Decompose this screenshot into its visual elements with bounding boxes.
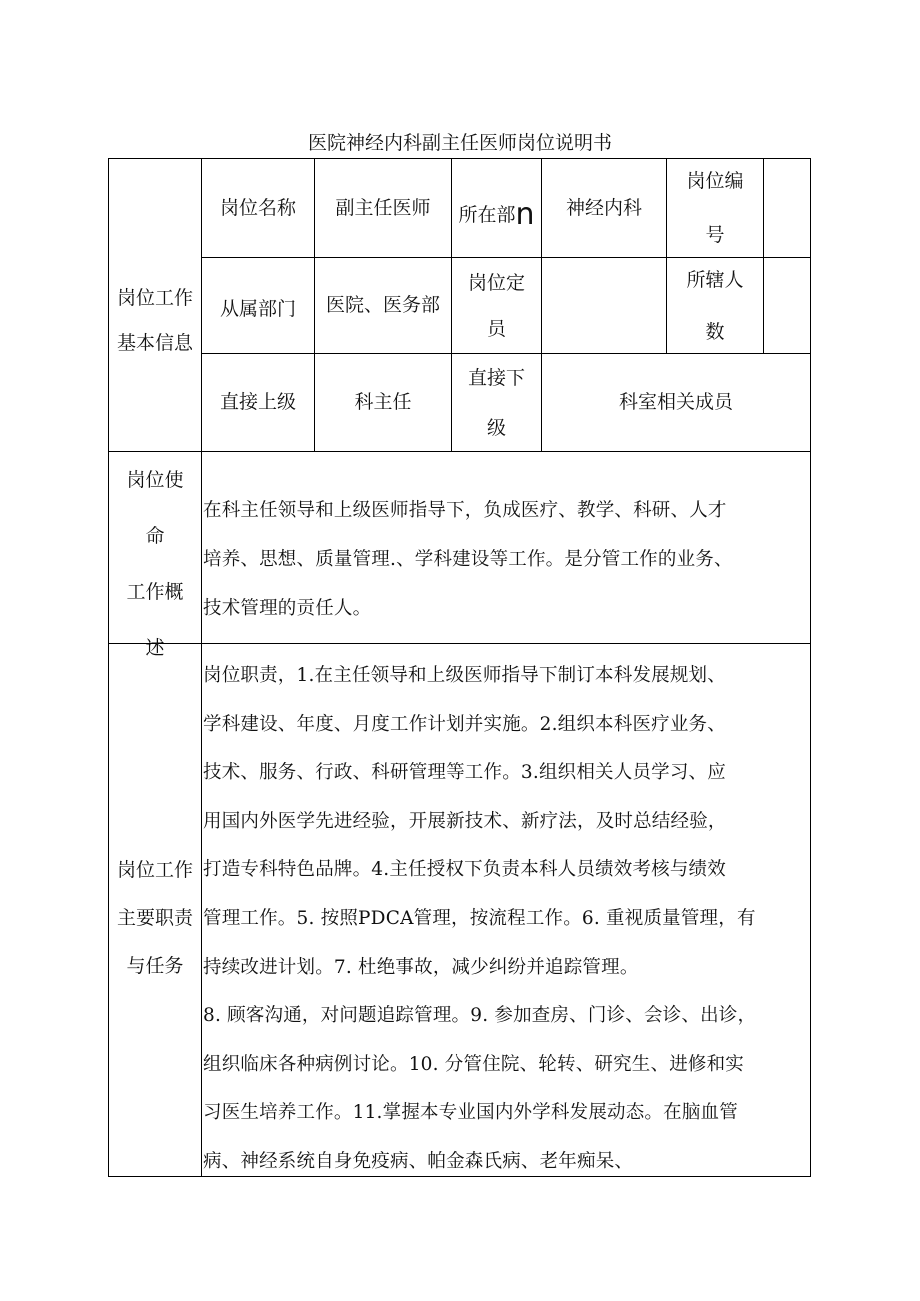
subordinate-count-value <box>764 258 810 353</box>
document-title: 医院神经内科副主任医师岗位说明书 <box>307 132 612 154</box>
section-label-line: 基本信息 <box>116 332 193 354</box>
department-value: 神经内科 <box>565 196 642 219</box>
department-label-glyph: n <box>515 197 535 232</box>
duties-label-line: 主要职责 <box>116 907 193 929</box>
mission-label-line: 命 <box>145 525 165 547</box>
duties-label-line: 与任务 <box>126 955 184 977</box>
direct-superior-label: 直接上级 <box>219 391 296 414</box>
mission-label-line: 工作概 <box>126 581 184 603</box>
duties-text-line: 岗位职责，1.在主任领导和上级医师指导下制订本科发展规划、 <box>203 665 726 686</box>
section-divider <box>108 643 811 644</box>
department-label <box>452 159 541 271</box>
direct-superior-value: 科主任 <box>354 391 412 414</box>
duties-text-line: 打造专科特色品牌。4.主任授权下负责本科人员绩效考核与绩效 <box>203 859 726 881</box>
mission-text-line: 技术管理的贡任人。 <box>203 598 372 619</box>
duties-text-line: 管理工作。5. 按照PDCA管理，按流程工作。6. 重视质量管理，有 <box>203 907 756 929</box>
staff-quota-label <box>452 258 541 353</box>
mission-label-line: 岗位使 <box>126 469 184 491</box>
staff-quota-value <box>542 258 666 353</box>
subordinate-count-label-line: 所辖人 <box>686 268 744 291</box>
mission-text-line: 培养、思想、质量管理.、学科建设等工作。是分管工作的业务、 <box>203 549 733 570</box>
position-name-value: 副主任医师 <box>335 196 431 219</box>
staff-quota-label-line: 员 <box>486 317 506 340</box>
affiliated-department-label: 从属部门 <box>219 298 296 321</box>
position-code-label-line: 号 <box>705 224 725 246</box>
department-label-text: 所在部 <box>458 203 516 226</box>
direct-subordinate-label <box>452 354 541 451</box>
duties-text-line: 病、神经系统自身免疫病、帕金森氏病、老年痴呆、 <box>203 1150 634 1172</box>
position-code-label <box>667 159 763 257</box>
position-name-label: 岗位名称 <box>219 196 296 219</box>
mission-label-line: 述 <box>145 637 165 659</box>
basic-info-section-label <box>109 276 201 366</box>
direct-subordinate-value: 科室相关成员 <box>618 391 733 414</box>
duties-text-line: 8. 顾客沟通，对问题追踪管理。9. 参加查房、门诊、会诊、出诊， <box>203 1005 757 1027</box>
staff-quota-label-line: 岗位定 <box>467 271 525 294</box>
direct-subordinate-label-line: 级 <box>486 416 506 439</box>
duties-text-line: 持续改进计划。7. 杜绝事故，减少纠纷并追踪管理。 <box>203 956 639 978</box>
subordinate-count-label-line: 数 <box>705 320 725 343</box>
position-code-value <box>764 159 810 257</box>
mission-text <box>203 486 807 633</box>
duties-text-line: 技术、服务、行政、科研管理等工作。3.组织相关人员学习、应 <box>203 762 726 784</box>
duties-text-line: 用国内外医学先进经验，开展新技术、新疗法，及时总结经验， <box>203 810 727 832</box>
duties-section-label <box>109 846 201 990</box>
duties-text-line: 学科建设、年度、月度工作计划并实施。2.组织本科医疗业务、 <box>203 713 726 735</box>
affiliated-department-value: 医院、医务部 <box>325 294 440 317</box>
duties-text-line: 组织临床各种病例讨论。10. 分管住院、轮转、研究生、进修和实 <box>203 1053 745 1075</box>
duties-text <box>203 652 807 1187</box>
position-code-label-line: 岗位编 <box>686 170 744 192</box>
section-divider <box>108 451 811 452</box>
subordinate-count-label <box>667 258 763 353</box>
table-border-right <box>810 158 811 1177</box>
direct-subordinate-label-line: 直接下 <box>467 366 525 389</box>
mission-text-line: 在科主任领导和上级医师指导下，负成医疗、教学、科研、人才 <box>203 500 727 521</box>
section-label-line: 岗位工作 <box>116 287 193 309</box>
duties-text-line: 习医生培养工作。11.掌握本专业国内外学科发展动态。在脑血管 <box>203 1102 738 1124</box>
mission-section-label <box>109 452 201 659</box>
duties-label-line: 岗位工作 <box>116 859 193 881</box>
